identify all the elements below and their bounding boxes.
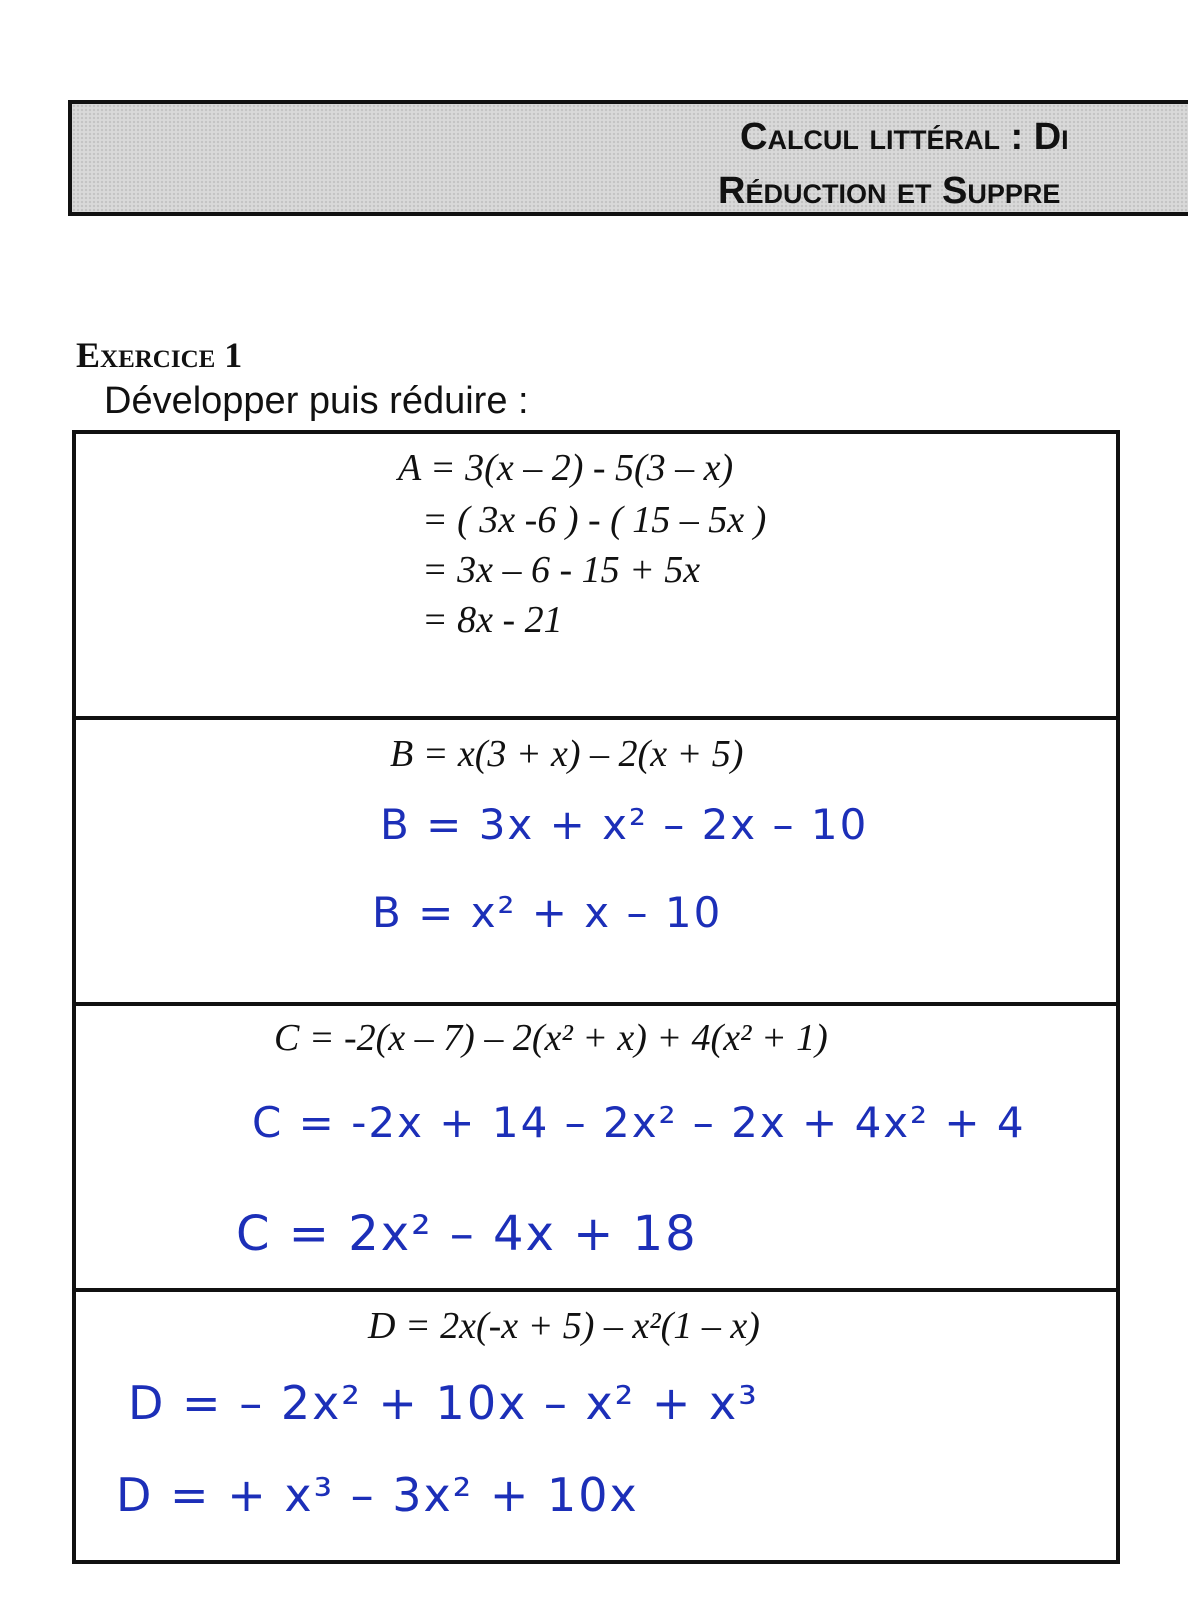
expression-d: D = 2x(-x + 5) – x²(1 – x) (368, 1305, 760, 1347)
answer-box-b (72, 716, 1120, 1006)
handwritten-line: D = – 2x² + 10x – x² + x³ (128, 1376, 759, 1430)
expression-c: C = -2(x – 7) – 2(x² + x) + 4(x² + 1) (274, 1017, 828, 1059)
expression-a: A = 3(x – 2) - 5(3 – x) (398, 447, 734, 489)
answer-box-a (72, 430, 1120, 720)
handwritten-line: D = + x³ – 3x² + 10x (116, 1468, 639, 1522)
typed-step-3: = 8x - 21 (422, 599, 563, 641)
exercise-instruction: Développer puis réduire : (104, 380, 529, 422)
exercise-title: Exercice 1 (76, 335, 243, 375)
title-line-1: Calcul littéral : Di (740, 116, 1069, 158)
answer-box-c (72, 1002, 1120, 1292)
handwritten-line: C = 2x² – 4x + 18 (236, 1206, 698, 1262)
typed-step-2: = 3x – 6 - 15 + 5x (422, 549, 701, 591)
typed-step-1: = ( 3x -6 ) - ( 15 – 5x ) (422, 499, 767, 541)
expression-b: B = x(3 + x) – 2(x + 5) (390, 733, 744, 775)
handwritten-line: C = -2x + 14 – 2x² – 2x + 4x² + 4 (252, 1098, 1026, 1147)
handwritten-line: B = 3x + x² – 2x – 10 (380, 800, 869, 849)
answer-box-d (72, 1288, 1120, 1564)
title-banner (68, 100, 1188, 216)
title-line-2: Réduction et Suppre (718, 170, 1061, 212)
handwritten-line: B = x² + x – 10 (372, 888, 723, 937)
